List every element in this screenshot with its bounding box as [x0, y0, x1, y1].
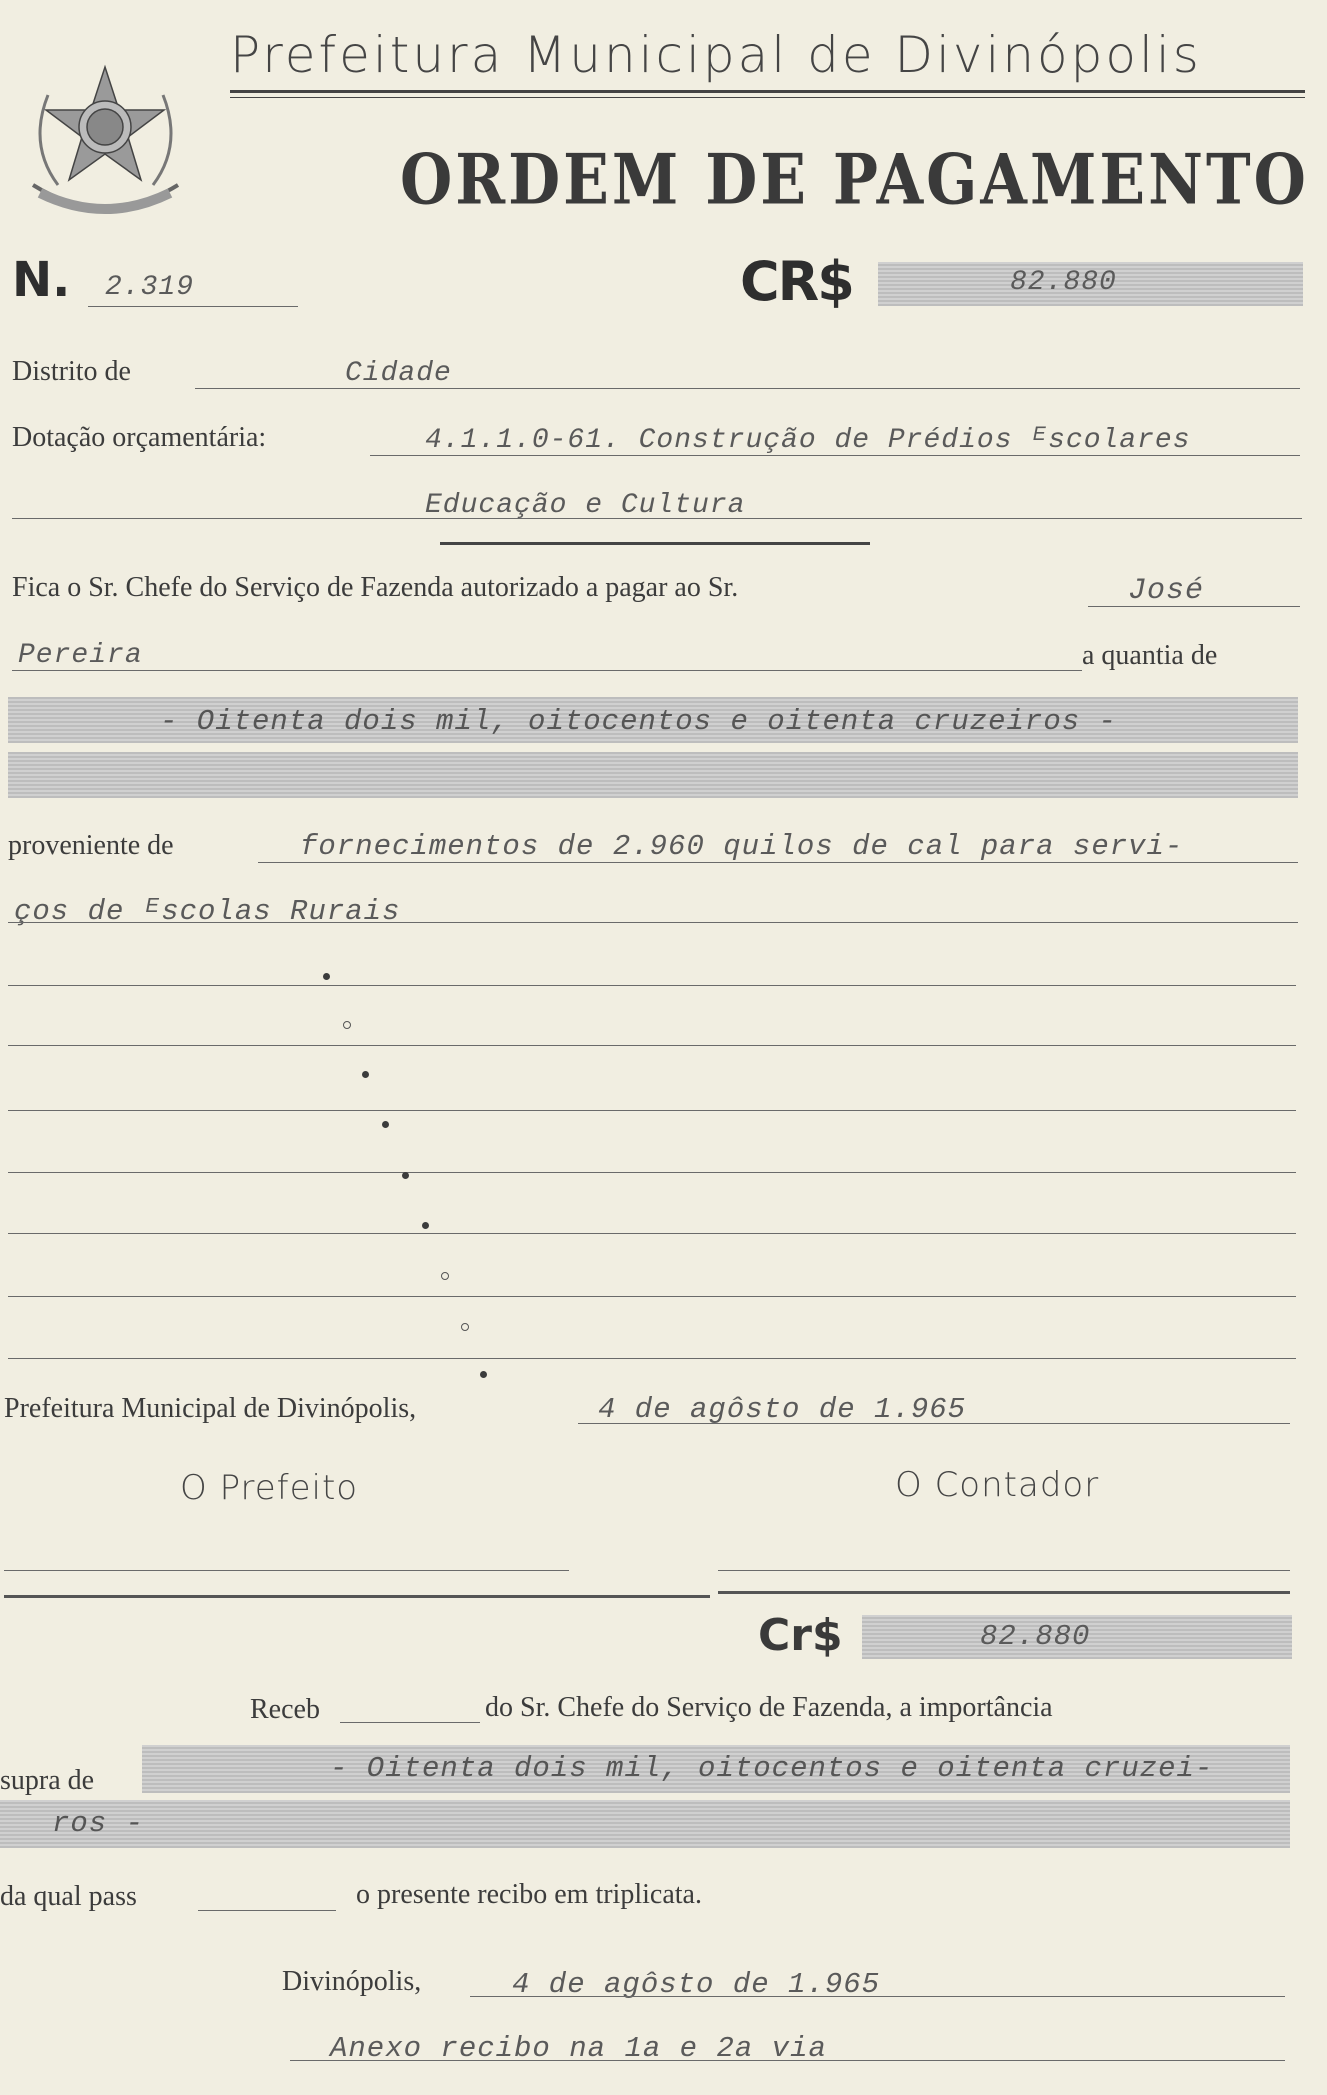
dotacao-line-2	[12, 518, 1302, 519]
receipt-note-line	[290, 2060, 1285, 2061]
amount-words: - Oitenta dois mil, oitocentos e oitenta cruzeiros -	[160, 705, 1117, 738]
blank-line	[8, 1172, 1296, 1173]
section-divider	[718, 1591, 1290, 1594]
blank-line	[8, 1045, 1296, 1046]
proveniente-value-2: ços de ᴱscolas Rurais	[14, 895, 401, 928]
fill-dot	[362, 1071, 369, 1078]
blank-line	[8, 1358, 1296, 1359]
contador-signature-line	[718, 1570, 1290, 1571]
contador-label: O Contador	[895, 1465, 1100, 1505]
header-rule-2	[230, 97, 1305, 98]
da-qual-label: da qual pass	[0, 1881, 137, 1912]
signoff-date-line	[578, 1423, 1290, 1424]
receipt-date: 4 de agôsto de 1.965	[512, 1968, 881, 2001]
fill-dot	[382, 1121, 389, 1128]
dotacao-label: Dotação orçamentária:	[12, 422, 267, 453]
payee-line-1	[1088, 606, 1300, 607]
receipt-date-line	[470, 1996, 1285, 1997]
dotacao-value-2: Educação e Cultura	[425, 490, 746, 521]
receb-text: do Sr. Chefe do Serviço de Fazenda, a importância	[485, 1692, 1053, 1723]
da-qual-line	[198, 1910, 336, 1911]
fill-dot	[402, 1172, 409, 1179]
amount-value: 82.880	[1010, 267, 1117, 298]
receipt-words-2: ros -	[52, 1807, 145, 1840]
fill-dot	[461, 1323, 469, 1331]
payee-first-name: José	[1128, 574, 1205, 608]
signoff-date: 4 de agôsto de 1.965	[598, 1393, 967, 1426]
authorization-text: Fica o Sr. Chefe do Serviço de Fazenda autorizado a pagar ao Sr.	[12, 572, 739, 603]
document-title: ORDEM DE PAGAMENTO	[400, 140, 1309, 221]
fill-dot	[323, 973, 330, 980]
receb-label: Receb	[250, 1694, 320, 1725]
blank-line	[8, 1296, 1296, 1297]
dotacao-value-1: 4.1.1.0-61. Construção de Prédios ᴱscolares	[425, 425, 1191, 456]
proveniente-value-1: fornecimentos de 2.960 quilos de cal para servi-	[300, 830, 1184, 863]
blank-line	[8, 1110, 1296, 1111]
coat-of-arms-seal	[18, 55, 193, 230]
dotacao-line-1	[370, 455, 1300, 456]
quantia-label: a quantia de	[1082, 640, 1218, 671]
receipt-amount-value: 82.880	[980, 1620, 1091, 1653]
receipt-words-1: - Oitenta dois mil, oitocentos e oitenta cruzei-	[330, 1752, 1214, 1785]
blank-line	[8, 1233, 1296, 1234]
receipt-words-box-2	[0, 1800, 1290, 1848]
amount-words-box-2	[8, 752, 1298, 798]
blank-line	[8, 985, 1296, 986]
fill-dot	[480, 1371, 487, 1378]
proveniente-line-2	[8, 922, 1298, 923]
dotacao-underline-bold	[440, 542, 870, 545]
payee-last-name: Pereira	[18, 640, 143, 671]
fill-dot	[441, 1272, 449, 1280]
fill-dot	[422, 1222, 429, 1229]
prefeito-label: O Prefeito	[180, 1468, 359, 1508]
presente-text: o presente recibo em triplicata.	[356, 1879, 702, 1910]
receb-line	[340, 1722, 480, 1723]
header-rule-1	[230, 90, 1305, 93]
payee-line-2	[12, 670, 1082, 671]
distrito-value: Cidade	[345, 358, 452, 389]
receipt-note: Anexo recibo na 1a e 2a via	[330, 2032, 827, 2065]
distrito-label: Distrito de	[12, 356, 131, 387]
order-number: 2.319	[105, 272, 195, 303]
proveniente-line-1	[258, 862, 1298, 863]
currency-label: CR$	[740, 250, 853, 313]
number-underline	[88, 306, 298, 307]
signoff-place: Prefeitura Municipal de Divinópolis,	[4, 1393, 417, 1424]
supra-label: supra de	[0, 1765, 95, 1796]
section-divider	[4, 1595, 710, 1598]
proveniente-label: proveniente de	[8, 830, 174, 861]
fill-dot	[343, 1021, 351, 1029]
receipt-place: Divinópolis,	[282, 1966, 422, 1997]
number-label: N.	[12, 252, 71, 308]
municipality-header: Prefeitura Municipal de Divinópolis	[230, 26, 1202, 84]
distrito-line	[195, 388, 1300, 389]
receipt-currency-label: Cr$	[758, 1610, 843, 1661]
prefeito-signature-line	[4, 1570, 569, 1571]
